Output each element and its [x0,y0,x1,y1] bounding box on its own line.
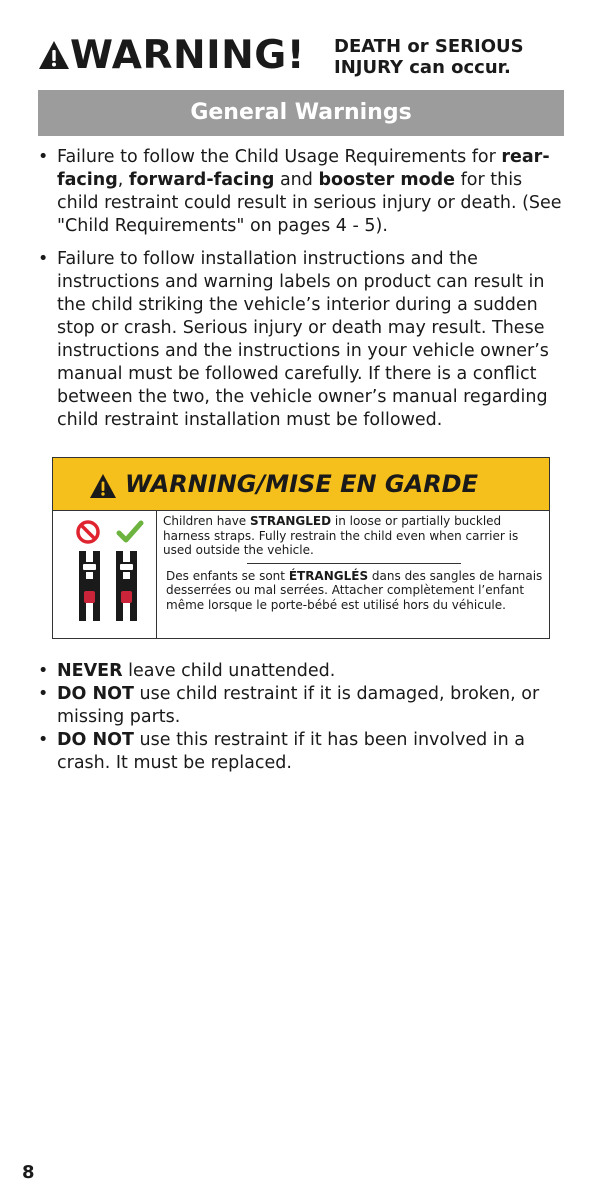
bullet-text: and [274,170,319,190]
bold-term: STRANGLED [250,514,332,528]
harness-illustration [53,511,157,638]
warning-header [38,34,564,86]
bullet-text: for this child restraint could result in serious injury or death. (See "Child Requirements" on pages 4 - 5). [57,170,562,236]
risk-statement [334,36,524,78]
list-item [38,683,568,729]
bold-term: booster mode [318,170,456,190]
risk-line-2: INJURY can occur. [334,57,511,78]
list-item [38,248,568,432]
tight-harness-icon [116,551,137,621]
bold-term: rear-facing [57,147,550,190]
loose-harness-icon [79,551,100,621]
warning-label-title: WARNING/MISE EN GARDE [125,470,478,498]
warning-triangle-icon [38,40,70,70]
warning-text: in loose or partially buckled harness straps. Fully restrain the child even when carrier is used outside the vehicle. [163,514,519,557]
warning-label-text [163,514,547,612]
warning-english [163,514,547,558]
list-item [38,660,568,683]
prohibited-icon [78,522,98,542]
bullet-text: leave child unattended. [122,661,336,681]
bold-term: NEVER [57,661,123,681]
list-item [38,146,568,238]
warning-label-header [53,458,549,511]
warning-word: WARNING! [70,33,306,78]
bullet-text: use this restraint if it has been involved in a crash. It must be replaced. [57,730,525,773]
warning-text: dans des sangles de harnais desserrées ou mal serrées. Attacher complètement l’enfant même lorsque le porte-bébé est utilisé hors du véhicule. [166,568,543,612]
checkmark-icon [119,523,141,540]
bullet-text: , [117,170,129,190]
list-item [38,729,568,775]
warning-text: Children have [163,514,250,528]
bold-term: forward-facing [128,170,275,190]
warning-label [52,457,550,639]
bold-term: ÉTRANGLÉS [288,568,369,583]
divider [247,563,461,564]
bold-term: DO NOT [57,684,134,704]
warning-triangle-icon [89,473,117,499]
general-warnings-list [38,146,568,442]
warning-french [163,569,547,613]
bold-term: DO NOT [57,730,134,750]
bullet-text: use child restraint if it is damaged, broken, or missing parts. [57,684,540,727]
warning-text: Des enfants se sont [166,568,289,583]
section-title: General Warnings [38,90,564,136]
bullet-text: Failure to follow the Child Usage Requirements for [57,147,502,167]
bullet-text: Failure to follow installation instructions and the instructions and warning labels on product can result in the child striking the vehicle’s interior during a sudden stop or crash. Serious injury or death may result. These instructions and the instructions in your vehicle owner’s manual must be followed carefully. If there is a conflict between the two, the vehicle owner’s manual regarding child restraint installation must be followed. [57,249,549,430]
page-number: 8 [22,1162,35,1183]
risk-line-1: DEATH or SERIOUS [334,36,524,57]
usage-warnings-list [38,660,568,775]
